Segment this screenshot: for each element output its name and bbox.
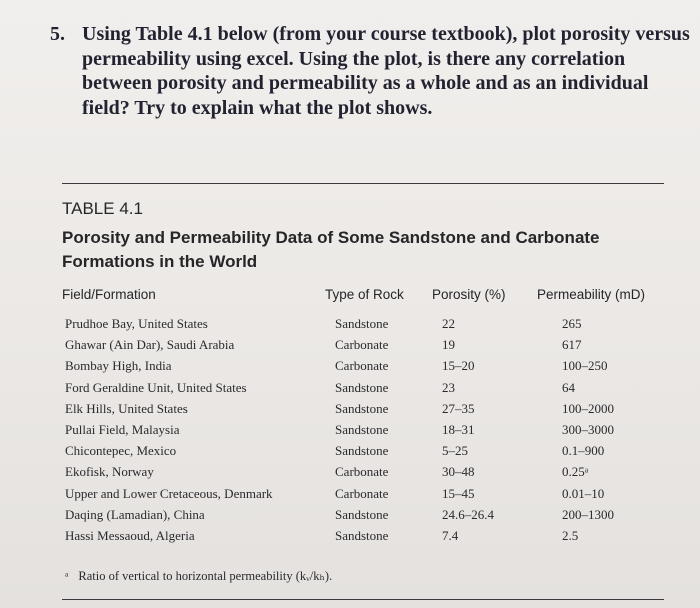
table-label: TABLE 4.1	[62, 199, 143, 218]
cell-permeability: 0.25ᵃ	[562, 464, 589, 480]
cell-field: Hassi Messaoud, Algeria	[65, 527, 195, 543]
cell-porosity: 15–20	[442, 358, 475, 374]
cell-rock: Sandstone	[335, 527, 389, 543]
table-row	[0, 337, 700, 358]
cell-field: Upper and Lower Cretaceous, Denmark	[65, 485, 273, 501]
cell-rock: Carbonate	[335, 485, 389, 501]
table-row	[0, 401, 700, 422]
cell-rock: Carbonate	[335, 337, 389, 353]
cell-porosity: 23	[442, 379, 455, 395]
cell-permeability: 0.01–10	[562, 485, 605, 501]
footnote-mark: ᵃ	[65, 569, 69, 583]
table-row	[0, 464, 700, 485]
cell-permeability: 265	[562, 316, 582, 331]
question-text: Using Table 4.1 below (from your course textbook), plot porosity versus permeability using excel. Using the plot, is there any correlation between porosity and permeability as a whole and as an individual field? Try to explain what the plot shows.	[82, 23, 690, 119]
table-title: Porosity and Permeability Data of Some Sandstone and Carbonate Formations in the World	[62, 228, 600, 271]
cell-field: Daqing (Lamadian), China	[65, 506, 205, 522]
cell-rock: Carbonate	[335, 464, 389, 480]
cell-field: Chicontepec, Mexico	[65, 443, 177, 459]
table-row	[0, 528, 700, 549]
question-number: 5.	[50, 23, 65, 45]
header-porosity: Porosity (%)	[432, 287, 506, 302]
cell-rock: Sandstone	[335, 421, 389, 437]
cell-rock: Carbonate	[335, 358, 389, 374]
header-field: Field/Formation	[62, 287, 156, 302]
footnote-text: Ratio of vertical to horizontal permeability (kᵥ/kₕ).	[78, 569, 333, 583]
cell-porosity: 7.4	[442, 527, 459, 543]
table-row	[0, 443, 700, 464]
cell-rock: Sandstone	[335, 400, 389, 416]
cell-porosity: 27–35	[442, 400, 475, 416]
cell-porosity: 18–31	[442, 421, 475, 437]
cell-field: Pullai Field, Malaysia	[65, 421, 180, 437]
table-row	[0, 380, 700, 401]
table-body	[0, 316, 700, 549]
cell-permeability: 200–1300	[562, 506, 614, 522]
cell-porosity: 5–25	[442, 443, 468, 459]
table-row	[0, 422, 700, 443]
cell-porosity: 22	[442, 316, 455, 331]
cell-field: Elk Hills, United States	[65, 400, 188, 416]
table-bottom-rule	[62, 599, 664, 600]
cell-permeability: 2.5	[562, 527, 579, 543]
cell-rock: Sandstone	[335, 379, 389, 395]
cell-permeability: 64	[562, 379, 575, 395]
table-top-rule	[62, 183, 664, 184]
cell-porosity: 19	[442, 337, 455, 353]
table-row	[0, 486, 700, 507]
cell-rock: Sandstone	[335, 316, 389, 331]
table-footnote	[65, 568, 332, 584]
table-row	[0, 507, 700, 528]
table-row	[0, 358, 700, 379]
cell-field: Ford Geraldine Unit, United States	[65, 379, 247, 395]
cell-permeability: 0.1–900	[562, 443, 605, 459]
cell-porosity: 15–45	[442, 485, 475, 501]
cell-permeability: 617	[562, 337, 582, 353]
cell-permeability: 100–2000	[562, 400, 614, 416]
cell-rock: Sandstone	[335, 443, 389, 459]
table-row	[0, 316, 700, 337]
cell-field: Bombay High, India	[65, 358, 172, 374]
cell-field: Ghawar (Ain Dar), Saudi Arabia	[65, 337, 235, 353]
cell-field: Ekofisk, Norway	[65, 464, 154, 480]
cell-field: Prudhoe Bay, United States	[65, 316, 208, 331]
cell-rock: Sandstone	[335, 506, 389, 522]
cell-porosity: 24.6–26.4	[442, 506, 494, 522]
cell-permeability: 300–3000	[562, 421, 614, 437]
header-rock-type: Type of Rock	[325, 287, 404, 302]
cell-permeability: 100–250	[562, 358, 608, 374]
cell-porosity: 30–48	[442, 464, 475, 480]
header-permeability: Permeability (mD)	[537, 287, 646, 302]
